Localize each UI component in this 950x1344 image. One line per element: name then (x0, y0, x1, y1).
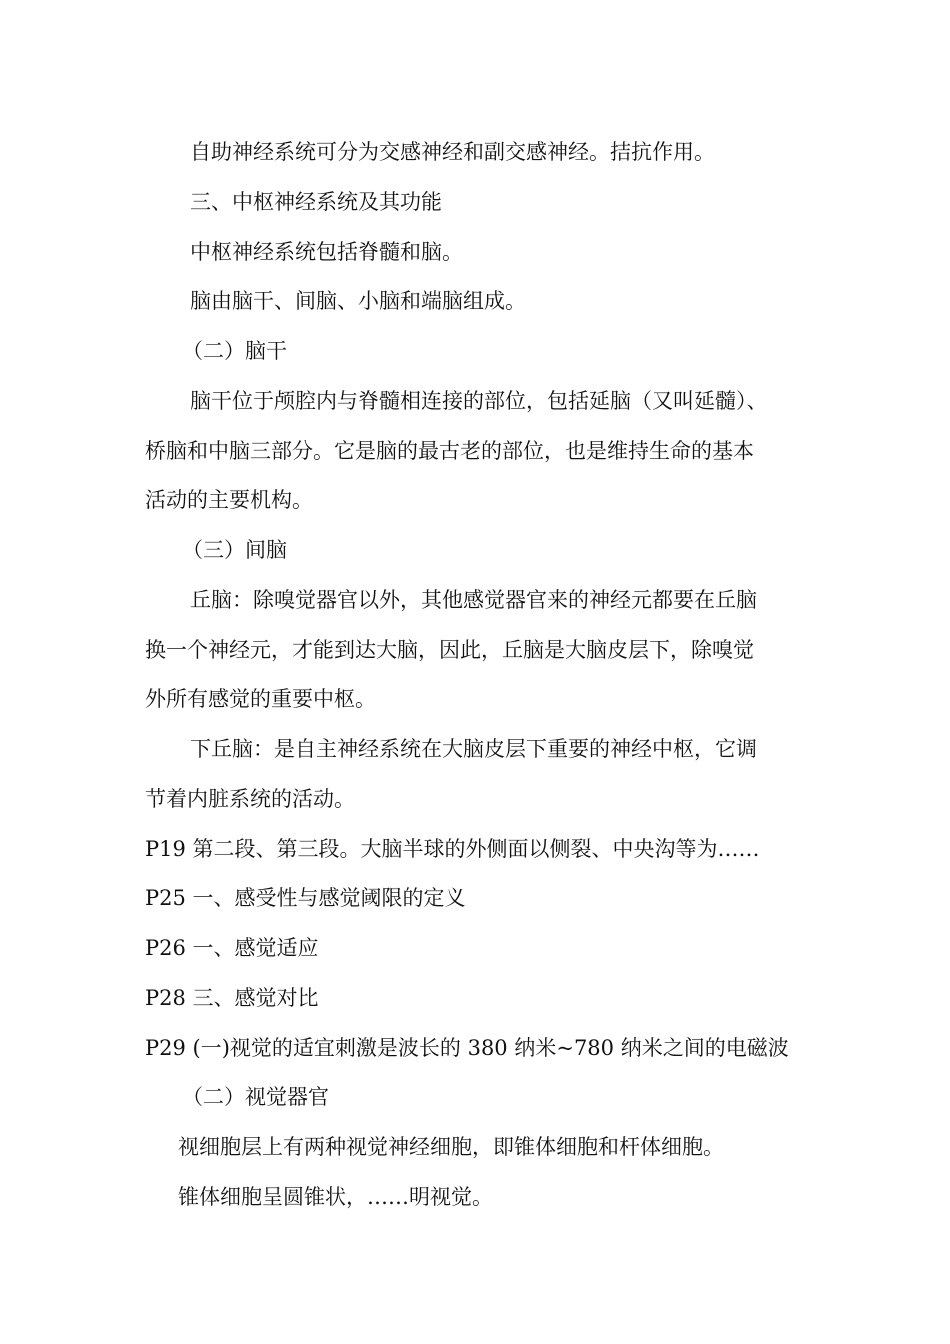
section-heading-central-nervous-system: 三、中枢神经系统及其功能 (190, 190, 442, 214)
paragraph-brainstem-line-3: 活动的主要机构。 (145, 488, 313, 512)
paragraph-cone-cells: 锥体细胞呈圆锥状，……明视觉。 (178, 1185, 493, 1209)
note-p28: P28 三、感觉对比 (145, 986, 319, 1010)
paragraph-brainstem-line-1: 脑干位于颅腔内与脊髓相连接的部位，包括延脑（又叫延髓）、 (190, 389, 768, 413)
paragraph-thalamus-line-1: 丘脑：除嗅觉器官以外，其他感觉器官来的神经元都要在丘脑 (190, 588, 757, 612)
note-p26: P26 一、感觉适应 (145, 936, 319, 960)
subheading-visual-organ: （二）视觉器官 (182, 1085, 329, 1109)
paragraph-thalamus-line-3: 外所有感觉的重要中枢。 (145, 687, 376, 711)
paragraph-autonomic-nervous-system: 自助神经系统可分为交感神经和副交感神经。拮抗作用。 (190, 140, 715, 164)
note-p29: P29 (一)视觉的适宜刺激是波长的 380 纳米~780 纳米之间的电磁波 (145, 1036, 789, 1060)
paragraph-brainstem-line-2: 桥脑和中脑三部分。它是脑的最古老的部位，也是维持生命的基本 (145, 439, 754, 463)
paragraph-thalamus-line-2: 换一个神经元，才能到达大脑，因此，丘脑是大脑皮层下，除嗅觉 (145, 638, 754, 662)
paragraph-hypothalamus-line-1: 下丘脑：是自主神经系统在大脑皮层下重要的神经中枢，它调 (190, 737, 757, 761)
subheading-brainstem: （二）脑干 (182, 339, 287, 363)
paragraph-cns-composition: 中枢神经系统包括脊髓和脑。 (190, 240, 463, 264)
paragraph-hypothalamus-line-2: 节着内脏系统的活动。 (145, 787, 355, 811)
paragraph-brain-composition: 脑由脑干、间脑、小脑和端脑组成。 (190, 289, 526, 313)
note-p19: P19 第二段、第三段。大脑半球的外侧面以侧裂、中央沟等为…… (145, 837, 760, 861)
note-p25: P25 一、感受性与感觉阈限的定义 (145, 886, 466, 910)
subheading-diencephalon: （三）间脑 (182, 538, 287, 562)
paragraph-visual-cells: 视细胞层上有两种视觉神经细胞，即锥体细胞和杆体细胞。 (178, 1135, 724, 1159)
